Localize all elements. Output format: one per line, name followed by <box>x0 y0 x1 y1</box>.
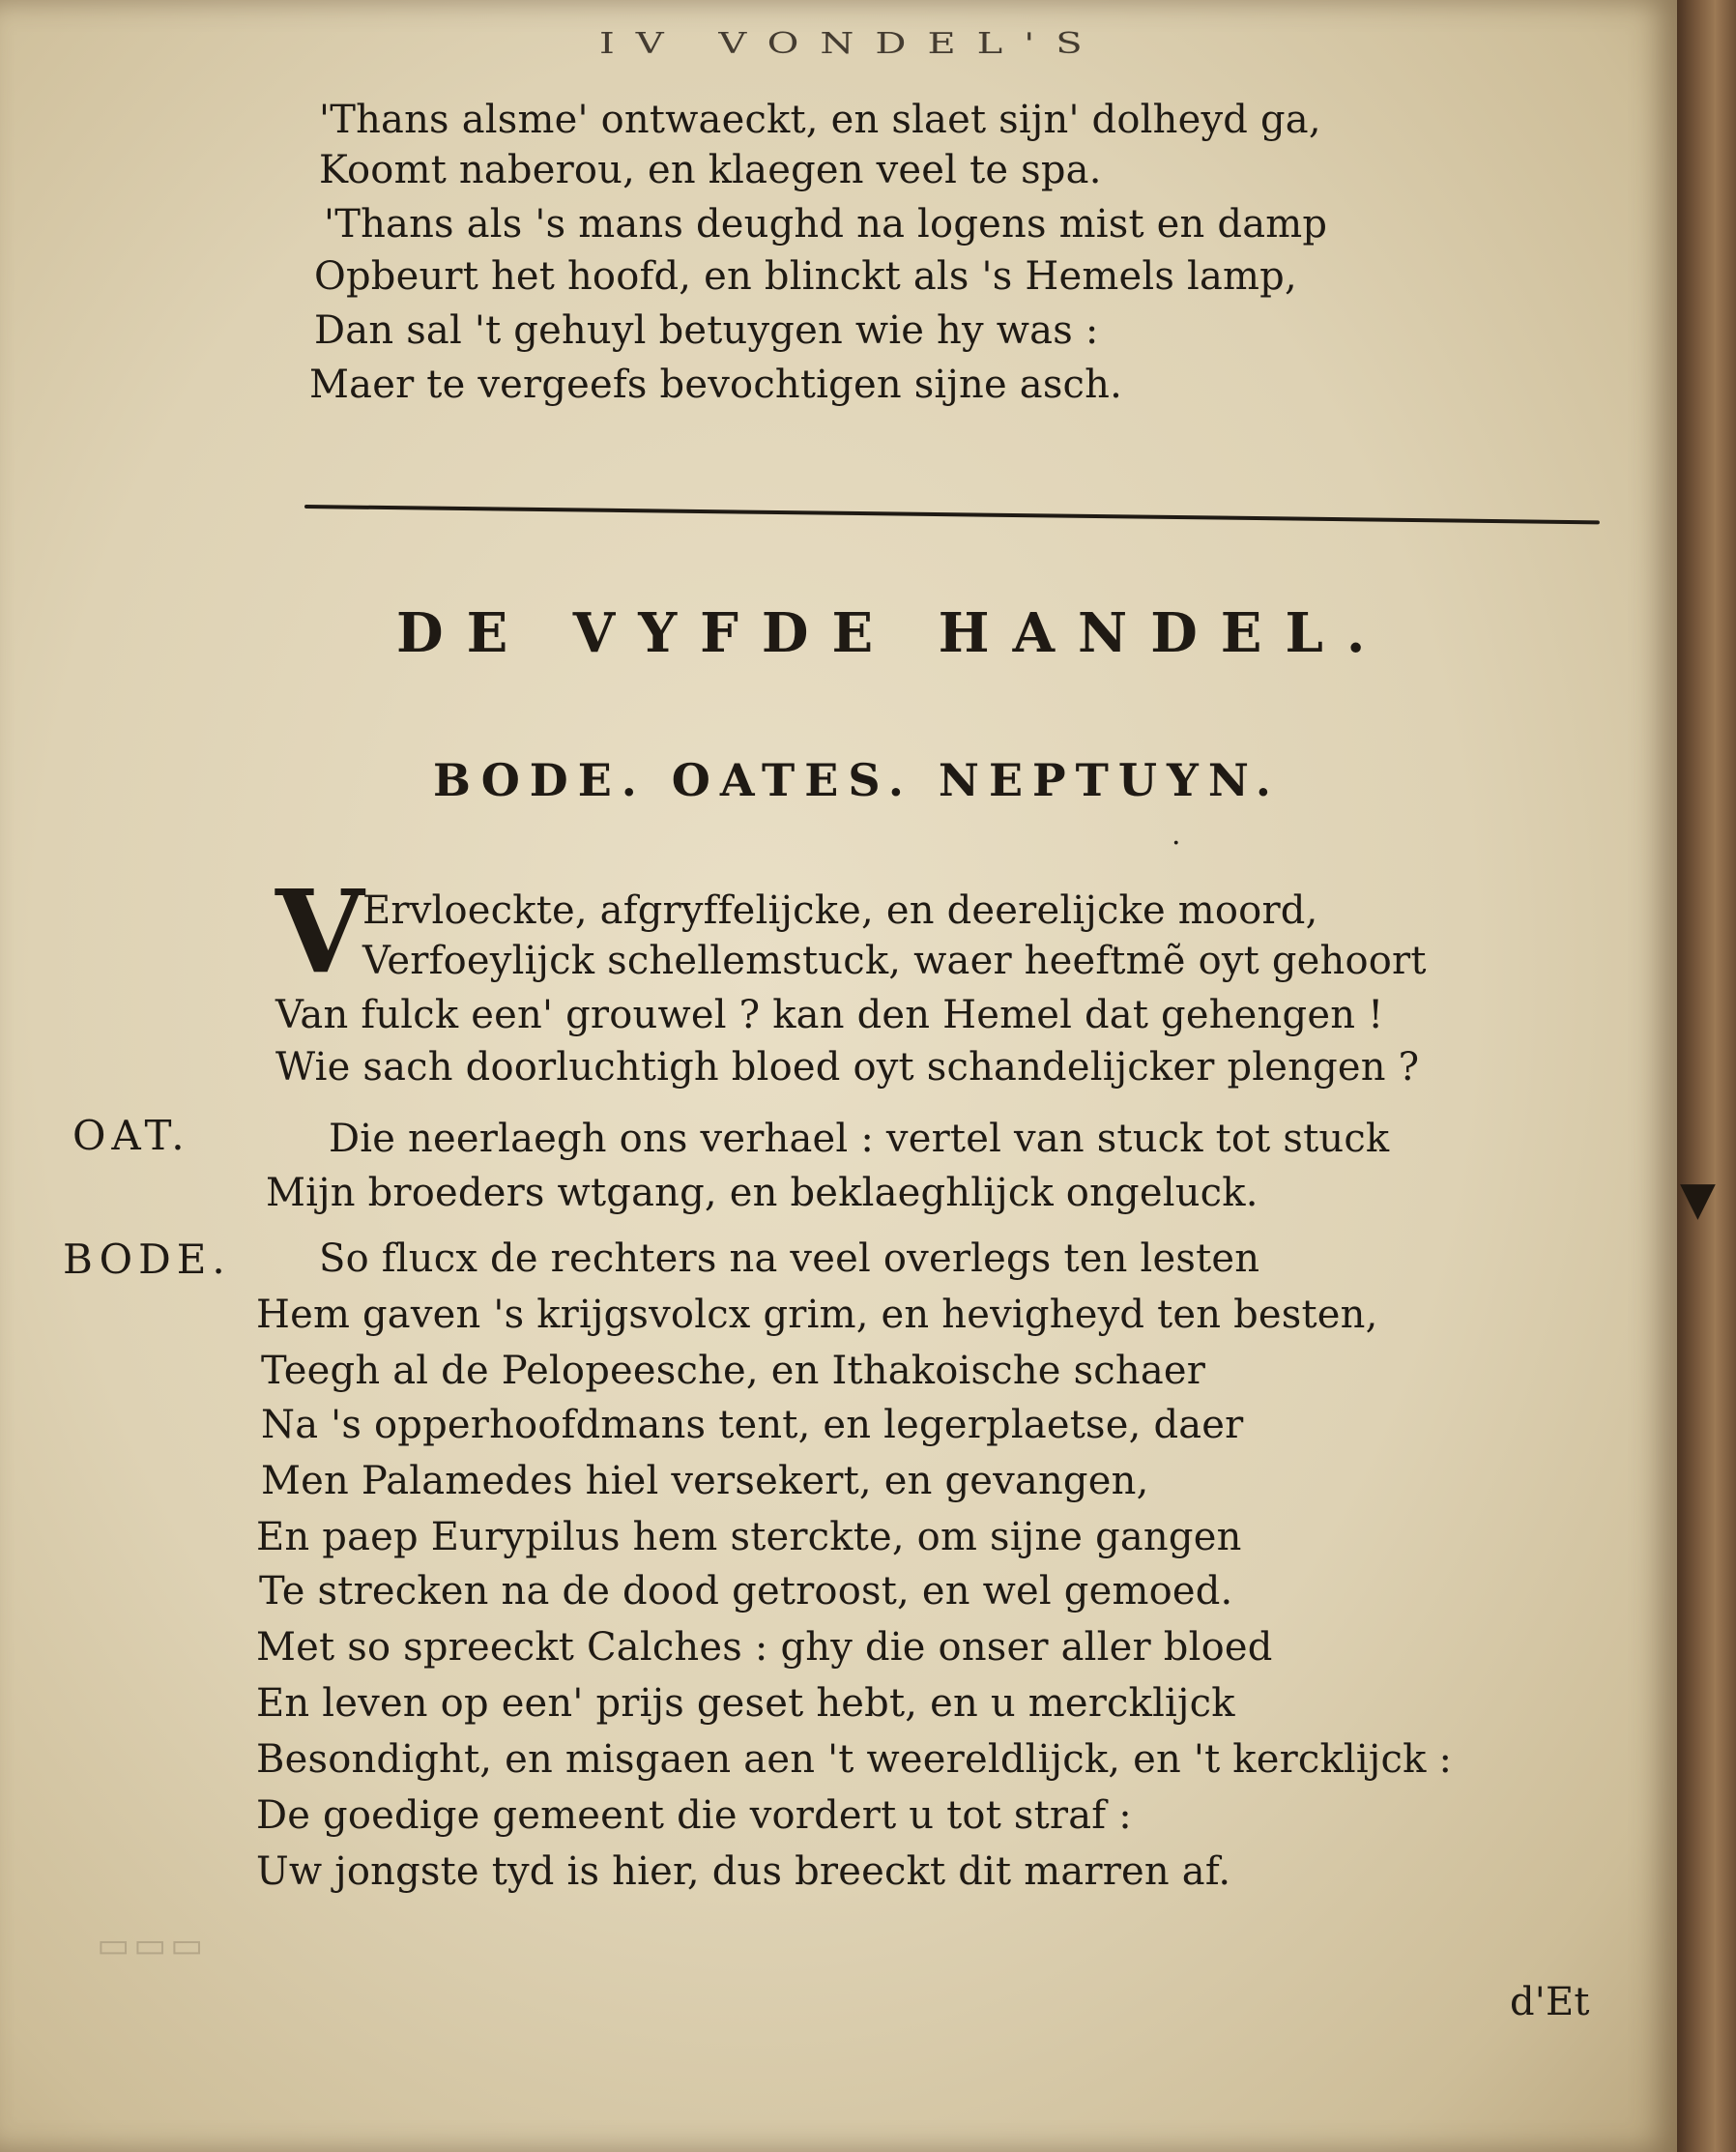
verse-line-3: Van fulck een' grouwel ? kan den Hemel dat gehengen ! <box>275 993 1384 1037</box>
section-divider <box>304 505 1600 524</box>
top-stanza-line-2: Koomt naberou, en klaegen veel te spa. <box>319 148 1102 192</box>
verse-line-12: En paep Eurypilus hem sterckte, om sijne gangen <box>256 1515 1242 1559</box>
top-stanza-line-3: 'Thans als 's mans deughd na logens mist en damp <box>324 202 1328 247</box>
verse-line-9: Teegh al de Pelopeesche, en Ithakoische schaer <box>261 1349 1206 1393</box>
verse-line-16: Besondight, en misgaen aen 't weereldlijck, en 't kercklijck : <box>256 1737 1453 1782</box>
verse-line-7: So flucx de rechters na veel overlegs ten lesten <box>319 1236 1260 1281</box>
top-stanza-line-5: Dan sal 't gehuyl betuygen wie hy was : <box>314 308 1099 353</box>
verse-line-13: Te strecken na de dood getroost, en wel gemoed. <box>259 1569 1233 1614</box>
top-stanza-line-6: Maer te vergeefs bevochtigen sijne asch. <box>309 363 1123 407</box>
book-gutter <box>1677 0 1736 2152</box>
catchword: d'Et <box>1510 1980 1590 2024</box>
verse-line-2: Verfoeylijck schellemstuck, waer heeftmẽ oyt gehoort <box>362 939 1427 983</box>
running-head: IV VONDEL'S <box>599 27 1104 61</box>
verse-line-1: Ervloeckte, afgryffelijcke, en deerelijcke moord, <box>362 888 1318 933</box>
bleed-through-text: ▭▭▭ <box>97 1926 208 1965</box>
verse-line-5: Die neerlaegh ons verhael : vertel van stuck tot stuck <box>329 1117 1390 1161</box>
verse-line-15: En leven op een' prijs geset hebt, en u mercklijck <box>256 1681 1235 1726</box>
verse-line-18: Uw jongste tyd is hier, dus breeckt dit marren af. <box>256 1849 1231 1894</box>
gutter-mark-icon: ▼ <box>1680 1172 1716 1226</box>
ornament-dot: · <box>1172 827 1181 860</box>
speaker-label-bode: BODE. <box>63 1236 231 1283</box>
act-title: DE VYFDE HANDEL. <box>396 601 1389 665</box>
top-stanza-line-1: 'Thans alsme' ontwaeckt, en slaet sijn' dolheyd ga, <box>319 98 1321 142</box>
verse-line-14: Met so spreeckt Calches : ghy die onser aller bloed <box>256 1625 1273 1670</box>
verse-line-17: De goedige gemeent die vordert u tot straf : <box>256 1793 1132 1838</box>
speaker-label-oat: OAT. <box>72 1112 190 1159</box>
verse-line-4: Wie sach doorluchtigh bloed oyt schandelijcker plengen ? <box>275 1045 1420 1090</box>
top-stanza-line-4: Opbeurt het hoofd, en blinckt als 's Hemels lamp, <box>314 254 1297 299</box>
speakers-heading: BODE. OATES. NEPTUYN. <box>433 754 1281 806</box>
drop-cap: V <box>275 864 364 999</box>
verse-line-8: Hem gaven 's krijgsvolcx grim, en hevigheyd ten besten, <box>256 1293 1378 1337</box>
verse-line-6: Mijn broeders wtgang, en beklaeghlijck ongeluck. <box>266 1171 1259 1215</box>
verse-line-11: Men Palamedes hiel versekert, en gevangen, <box>261 1459 1149 1503</box>
verse-line-10: Na 's opperhoofdmans tent, en legerplaetse, daer <box>261 1403 1244 1447</box>
